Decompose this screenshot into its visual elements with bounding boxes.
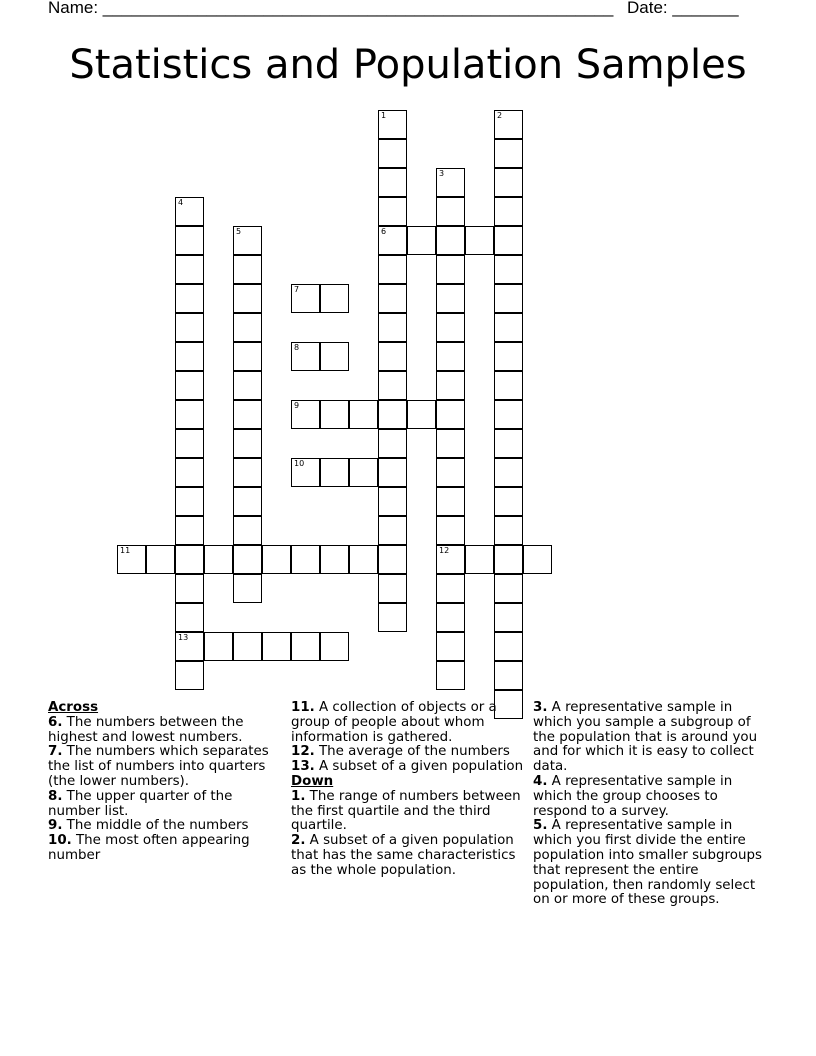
crossword-cell[interactable] [407,226,436,255]
cell-number: 6 [381,227,387,236]
crossword-cell[interactable] [175,545,204,574]
crossword-cell[interactable] [233,342,262,371]
crossword-cell[interactable] [494,284,523,313]
crossword-cell[interactable] [233,458,262,487]
cell-number: 2 [497,111,503,120]
crossword-cell[interactable] [378,284,407,313]
clue-across-12: 12. The average of the numbers [291,744,510,760]
crossword-cell[interactable] [378,197,407,226]
crossword-cell[interactable] [175,632,204,661]
crossword-cell[interactable] [378,313,407,342]
crossword-cell[interactable] [146,545,175,574]
crossword-cell[interactable] [378,429,407,458]
crossword-cell[interactable] [175,429,204,458]
crossword-cell[interactable] [436,487,465,516]
date-line[interactable]: Date: _______ [627,0,739,17]
crossword-cell[interactable] [494,516,523,545]
clue-down-3: 3. A representative sample in which you sample a subgroup of the population that is around you and for which it is easy to collect data. [533,700,758,775]
crossword-cell[interactable] [378,255,407,284]
crossword-cell[interactable] [436,255,465,284]
clues-column-3 [533,701,773,908]
crossword-cell[interactable] [233,516,262,545]
crossword-cell[interactable] [494,139,523,168]
crossword-cell[interactable] [378,139,407,168]
crossword-cell[interactable] [494,371,523,400]
crossword-cell[interactable] [436,313,465,342]
crossword-cell[interactable] [320,284,349,313]
crossword-cell[interactable] [233,487,262,516]
crossword-cell[interactable] [494,574,523,603]
crossword-cell[interactable] [378,110,407,139]
crossword-cell[interactable] [494,400,523,429]
crossword-cell[interactable] [436,632,465,661]
down-heading: Down [291,773,334,789]
crossword-cell[interactable] [233,429,262,458]
cell-number: 10 [294,459,305,468]
crossword-cell[interactable] [407,400,436,429]
crossword-cell[interactable] [494,487,523,516]
crossword-cell[interactable] [436,284,465,313]
crossword-cell[interactable] [291,632,320,661]
clue-down-2: 2. A subset of a given population that has the same characteristics as the whole population. [291,833,516,878]
crossword-cell[interactable] [494,226,523,255]
crossword-cell[interactable] [233,632,262,661]
clue-down-1: 1. The range of numbers between the first quartile and the third quartile. [291,788,521,834]
crossword-cell[interactable] [378,458,407,487]
cell-number: 1 [381,111,387,120]
crossword-cell[interactable] [436,574,465,603]
crossword-cell[interactable] [523,545,552,574]
crossword-cell[interactable] [436,400,465,429]
name-line[interactable]: Name: ______________________________________________________ [48,0,614,17]
crossword-cell[interactable] [494,661,523,690]
crossword-cell[interactable] [233,574,262,603]
cell-number: 12 [439,546,450,555]
clues-column-1 [48,701,280,864]
crossword-cell[interactable] [465,545,494,574]
crossword-cell[interactable] [494,458,523,487]
crossword-cell[interactable] [378,226,407,255]
clue-across-8: 8. The upper quarter of the number list. [48,788,233,819]
crossword-cell[interactable] [494,255,523,284]
cell-number: 5 [236,227,242,236]
crossword-cell[interactable] [494,545,523,574]
crossword-cell[interactable] [175,400,204,429]
crossword-cell[interactable] [291,545,320,574]
crossword-cell[interactable] [175,516,204,545]
crossword-cell[interactable] [378,168,407,197]
crossword-cell[interactable] [494,313,523,342]
cell-number: 9 [294,401,300,410]
clue-down-5: 5. A representative sample in which you first divide the entire population into smaller subgroups that represent the entire population, then randomly select on or more of these groups. [533,818,762,908]
crossword-cell[interactable] [233,226,262,255]
crossword-cell[interactable] [436,458,465,487]
clue-across-7: 7. The numbers which separates the list of numbers into quarters (the lower numbers). [48,744,269,789]
page-title: Statistics and Population Samples [69,42,747,88]
cell-number: 3 [439,169,445,178]
crossword-cell[interactable] [436,545,465,574]
cell-number: 11 [120,546,131,555]
crossword-cell[interactable] [436,226,465,255]
crossword-cell[interactable] [494,110,523,139]
across-heading: Across [48,700,99,715]
crossword-cell[interactable] [436,516,465,545]
crossword-cell[interactable] [378,342,407,371]
cell-number: 8 [294,343,300,352]
crossword-cell[interactable] [494,168,523,197]
crossword-cell[interactable] [436,168,465,197]
clue-across-9: 9. The middle of the numbers [48,818,249,834]
crossword-cell[interactable] [233,284,262,313]
crossword-cell[interactable] [233,255,262,284]
crossword-cell[interactable] [494,342,523,371]
crossword-cell[interactable] [378,400,407,429]
crossword-cell[interactable] [320,458,349,487]
crossword-cell[interactable] [233,371,262,400]
crossword-cell[interactable] [175,226,204,255]
crossword-cell[interactable] [465,226,494,255]
crossword-cell[interactable] [436,371,465,400]
crossword-cell[interactable] [175,313,204,342]
crossword-cell[interactable] [436,342,465,371]
cell-number: 4 [178,198,184,207]
crossword-cell[interactable] [494,632,523,661]
crossword-cell[interactable] [349,545,378,574]
crossword-cell[interactable] [436,197,465,226]
crossword-cell[interactable] [494,603,523,632]
crossword-cell[interactable] [436,661,465,690]
clue-across-11: 11. A collection of objects or a group of people about whom information is gathered. [291,700,497,745]
crossword-cell[interactable] [349,458,378,487]
crossword-cell[interactable] [320,632,349,661]
crossword-cell[interactable] [262,632,291,661]
crossword-cell[interactable] [291,342,320,371]
crossword-cell[interactable] [175,458,204,487]
crossword-cell[interactable] [175,661,204,690]
crossword-cell[interactable] [233,400,262,429]
clue-across-6: 6. The numbers between the highest and lowest numbers. [48,714,244,745]
crossword-cell[interactable] [175,255,204,284]
crossword-cell[interactable] [175,342,204,371]
crossword-cell[interactable] [378,574,407,603]
crossword-cell[interactable] [291,284,320,313]
clue-across-13: 13. A subset of a given population [291,759,524,775]
crossword-cell[interactable] [291,400,320,429]
crossword-cell[interactable] [436,603,465,632]
crossword-cell[interactable] [436,429,465,458]
crossword-cell[interactable] [349,400,378,429]
crossword-cell[interactable] [494,429,523,458]
crossword-cell[interactable] [175,603,204,632]
cell-number: 7 [294,285,300,294]
crossword-cell[interactable] [378,371,407,400]
crossword-cell[interactable] [233,545,262,574]
crossword-cell[interactable] [204,632,233,661]
crossword-cell[interactable] [378,545,407,574]
clue-down-4: 4. A representative sample in which the group chooses to respond to a survey. [533,773,733,819]
crossword-cell[interactable] [262,545,291,574]
crossword-cell[interactable] [175,487,204,516]
crossword-cell[interactable] [233,313,262,342]
crossword-cell[interactable] [175,574,204,603]
crossword-cell[interactable] [320,342,349,371]
crossword-cell[interactable] [494,197,523,226]
crossword-cell[interactable] [175,284,204,313]
crossword-cell[interactable] [175,197,204,226]
crossword-cell[interactable] [117,545,146,574]
clue-across-10: 10. The most often appearing number [48,833,250,863]
crossword-cell[interactable] [204,545,233,574]
crossword-cell[interactable] [378,516,407,545]
crossword-cell[interactable] [378,603,407,632]
clues-column-2 [291,701,529,879]
crossword-cell[interactable] [378,487,407,516]
crossword-cell[interactable] [175,371,204,400]
crossword-cell[interactable] [291,458,320,487]
cell-number: 13 [178,633,189,642]
crossword-cell[interactable] [320,400,349,429]
crossword-cell[interactable] [320,545,349,574]
